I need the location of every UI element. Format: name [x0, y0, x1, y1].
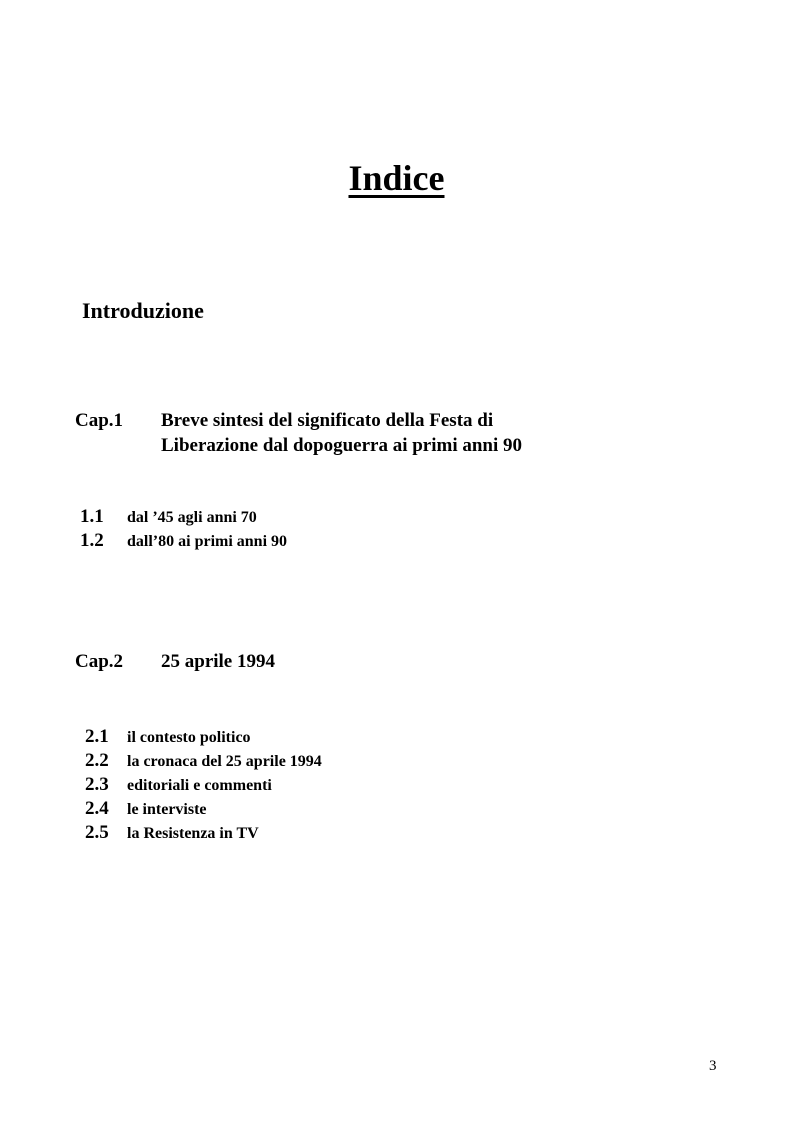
section-number: 2.1	[85, 726, 109, 747]
section-title: dal ’45 agli anni 70	[127, 509, 257, 526]
section-number: 1.2	[80, 530, 104, 551]
page-title-text: Indice	[348, 158, 445, 198]
section-title: dall’80 ai primi anni 90	[127, 533, 288, 550]
section-title: la Resistenza in TV	[127, 825, 259, 842]
toc-introduction: Introduzione	[82, 298, 204, 323]
chapter-title-line: 25 aprile 1994	[161, 651, 275, 672]
section-title: le interviste	[127, 801, 207, 818]
chapter-label: Cap.2	[75, 651, 124, 672]
page-number: 3	[709, 1058, 717, 1074]
section-title: la cronaca del 25 aprile 1994	[127, 753, 322, 770]
page-title	[0, 156, 793, 200]
section-title: il contesto politico	[127, 729, 251, 746]
section-title: editoriali e commenti	[127, 777, 272, 794]
chapter-title-line: Breve sintesi del significato della Festa di	[161, 410, 494, 431]
section-number: 1.1	[80, 506, 104, 527]
section-number: 2.5	[85, 822, 109, 843]
section-number: 2.3	[85, 774, 109, 795]
chapter-title-line: Liberazione dal dopoguerra ai primi anni 90	[161, 435, 523, 456]
section-number: 2.4	[85, 798, 109, 819]
chapter-label: Cap.1	[75, 410, 124, 431]
section-number: 2.2	[85, 750, 109, 771]
